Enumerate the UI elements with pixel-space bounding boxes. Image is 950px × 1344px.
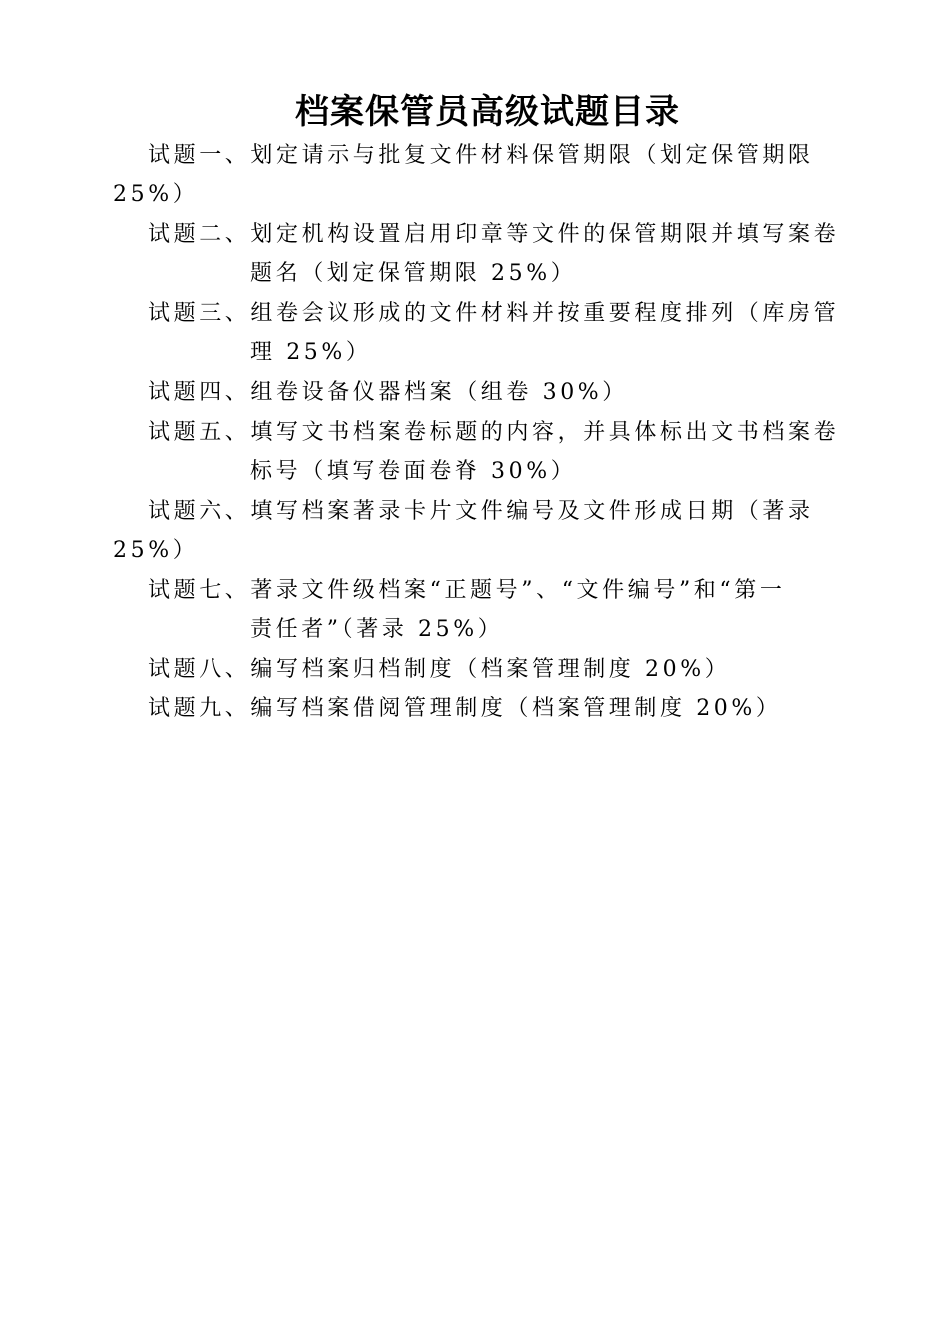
toc-item-7-line-2: 责任者”（著录 25%） [250,617,504,642]
toc-item-3-text: 组卷会议形成的文件材料并按重要程度排列（库房管 [250,301,840,326]
toc-item-4-number: 试题四、 [148,380,251,405]
toc-item-4-line-1 [148,373,628,412]
toc-item-5-number: 试题五、 [148,420,251,445]
toc-item-9-line-1 [148,689,782,728]
toc-item-9-number: 试题九、 [148,696,251,721]
toc-item-7-text: 著录文件级档案“正题号”、“文件编号”和“第一 [250,578,786,603]
toc-item-7-number: 试题七、 [148,578,251,603]
toc-item-8-number: 试题八、 [148,657,251,682]
toc-item-8-line-1 [148,650,730,689]
toc-item-8-text: 编写档案归档制度（档案管理制度 20%） [250,657,731,682]
toc-item-4-text: 组卷设备仪器档案（组卷 30%） [250,380,628,405]
toc-item-2-line-2: 题名（划定保管期限 25%） [250,261,577,286]
toc-item-6-line-1 [148,492,814,531]
toc-item-3-line-2: 理 25%） [250,340,372,365]
toc-item-7-line-1 [148,571,785,610]
toc-item-2-number: 试题二、 [148,222,251,247]
toc-item-6-number: 试题六、 [148,499,251,524]
toc-item-1-line-1 [148,136,814,175]
toc-item-9-text: 编写档案借阅管理制度（档案管理制度 20%） [250,696,782,721]
toc-item-6-text: 填写档案著录卡片文件编号及文件形成日期（著录 [250,499,814,524]
toc-item-3-line-1 [148,294,839,333]
page-title: 档案保管员高级试题目录 [295,92,680,132]
toc-item-5-line-2: 标号（填写卷面卷脊 30%） [250,459,577,484]
toc-item-1-number: 试题一、 [148,143,251,168]
toc-item-5-text: 填写文书档案卷标题的内容，并具体标出文书档案卷 [250,420,840,445]
toc-item-2-line-1 [148,215,839,254]
toc-item-1-text: 划定请示与批复文件材料保管期限（划定保管期限 [250,143,814,168]
toc-item-5-line-1 [148,413,839,452]
toc-item-3-number: 试题三、 [148,301,251,326]
toc-item-1-line-2: 25%） [113,182,199,207]
toc-item-6-line-2: 25%） [113,538,199,563]
toc-item-2-text: 划定机构设置启用印章等文件的保管期限并填写案卷 [250,222,840,247]
